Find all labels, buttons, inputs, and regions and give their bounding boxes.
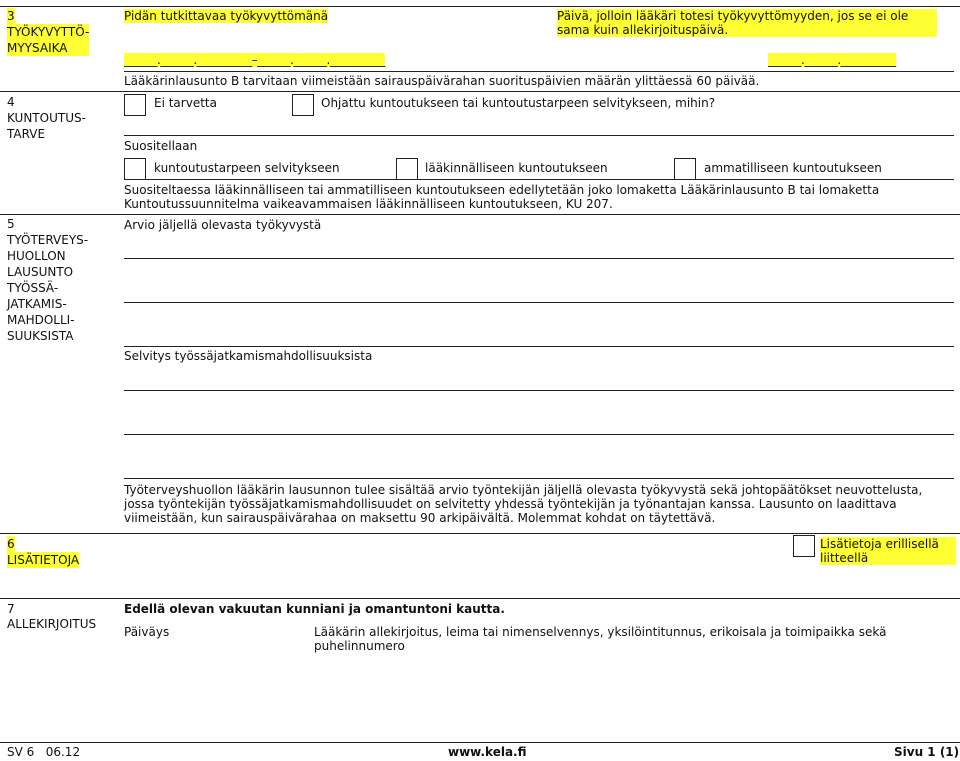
rehab-assessment-label: kuntoutustarpeen selvitykseen (154, 161, 340, 175)
no-need-checkbox[interactable] (124, 94, 146, 116)
continuation-answer-line-2 (124, 434, 954, 435)
no-need-label: Ei tarvetta (154, 96, 217, 110)
section-7-number: 7 (7, 602, 15, 616)
attachment-label: Lisätietoja erillisellä liitteellä (820, 537, 956, 565)
section-3-title: TYÖKYVYTTÖ- MYYSAIKA (7, 25, 90, 55)
capacity-estimate-label: Arvio jäljellä olevasta työkyvystä (124, 218, 322, 232)
rehab-assessment-checkbox[interactable] (124, 158, 146, 180)
incapacity-period-field[interactable]: ______.______.__________–______.______.__________ (124, 53, 385, 67)
referred-checkbox[interactable] (292, 94, 314, 116)
medical-rehab-checkbox[interactable] (396, 158, 418, 180)
vocational-rehab-checkbox[interactable] (674, 158, 696, 180)
section-7-title: ALLEKIRJOITUS (7, 617, 97, 631)
incapacity-date-label: Päivä, jolloin lääkäri totesi työkyvyttömyyden, jos se ei ole sama kuin allekirjoituspäivä. (557, 9, 937, 37)
capacity-answer-line-1 (124, 258, 954, 259)
website-link[interactable]: www.kela.fi (448, 745, 527, 759)
section-5-number: 5 (7, 217, 15, 231)
page-number: Sivu 1 (1) (894, 745, 960, 759)
declaration-text: Edellä olevan vakuutan kunniani ja omantuntoni kautta. (124, 602, 505, 616)
section-4-note: Suositeltaessa lääkinnälliseen tai ammatilliseen kuntoutukseen edellytetään joko lomaketta Lääkärinlausunto B tai lomaketta Kuntoutussuunnitelma vaikeavammaisen lääkinnälliseen kuntoutukseen, KU 207. (124, 183, 880, 211)
section-3-note: Lääkärinlausunto B tarvitaan viimeistään sairauspäivärahan suorituspäivien määrän ylittäessä 60 päivää. (124, 74, 760, 88)
section-4-note-divider (124, 179, 954, 180)
form-code: SV 6 06.12 (7, 745, 81, 759)
section-5-title: TYÖTERVEYS- HUOLLON LAUSUNTO TYÖSSÄ- JATKAMIS- MAHDOLLI- SUUKSISTA (7, 233, 89, 343)
date-label: Päiväys (124, 625, 170, 639)
section-4-title: KUNTOUTUS- TARVE (7, 111, 86, 141)
footer-border (0, 742, 960, 743)
section-6-top-border (0, 533, 960, 534)
section-3-number: 3 (7, 9, 15, 23)
attachment-checkbox[interactable] (793, 535, 815, 557)
capacity-answer-line-2 (124, 302, 954, 303)
section-5-note: Työterveyshuollon lääkärin lausunnon tulee sisältää arvio työntekijän jäljellä olevasta työkyvystä sekä johtopäätökset neuvottelusta, jossa työntekijän työssäjatkamismahdollisuudet on selvitetty yhdessä työntekijän ja työnantajan kanssa. Lausunto on laadittava viimeistään, kun sairauspäivärahaa on maksettu 90 arkipäivältä. Molemmat kohdat on täytettävä. (124, 483, 923, 525)
section-4-number: 4 (7, 95, 15, 109)
section-6-number: 6 (7, 537, 15, 551)
referred-answer-line (124, 135, 954, 136)
vocational-rehab-label: ammatilliseen kuntoutukseen (704, 161, 882, 175)
top-border (0, 6, 960, 7)
signature-label: Lääkärin allekirjoitus, leima tai nimenselvennys, yksilöintitunnus, erikoisala ja toimipaikka sekä puhelinnumero (314, 625, 887, 653)
work-continuation-label: Selvitys työssäjatkamismahdollisuuksista (124, 349, 373, 363)
section-5-top-border (0, 214, 960, 215)
medical-rehab-label: lääkinnälliseen kuntoutukseen (425, 161, 608, 175)
section-6-title: LISÄTIETOJA (7, 553, 80, 567)
continuation-answer-line-1 (124, 390, 954, 391)
section-7-top-border (0, 598, 960, 599)
keep-incapacitated-label: Pidän tutkittavaa työkyvyttömänä (124, 9, 329, 23)
section-4-top-border (0, 91, 960, 92)
continuation-answer-line-3 (124, 478, 954, 479)
recommended-label: Suositellaan (124, 139, 198, 153)
capacity-answer-line-3 (124, 346, 954, 347)
incapacity-date-field[interactable]: ______.______.__________ (768, 53, 896, 67)
section-3-divider (124, 71, 954, 72)
referred-label: Ohjattu kuntoutukseen tai kuntoutustarpeen selvitykseen, mihin? (321, 96, 716, 110)
